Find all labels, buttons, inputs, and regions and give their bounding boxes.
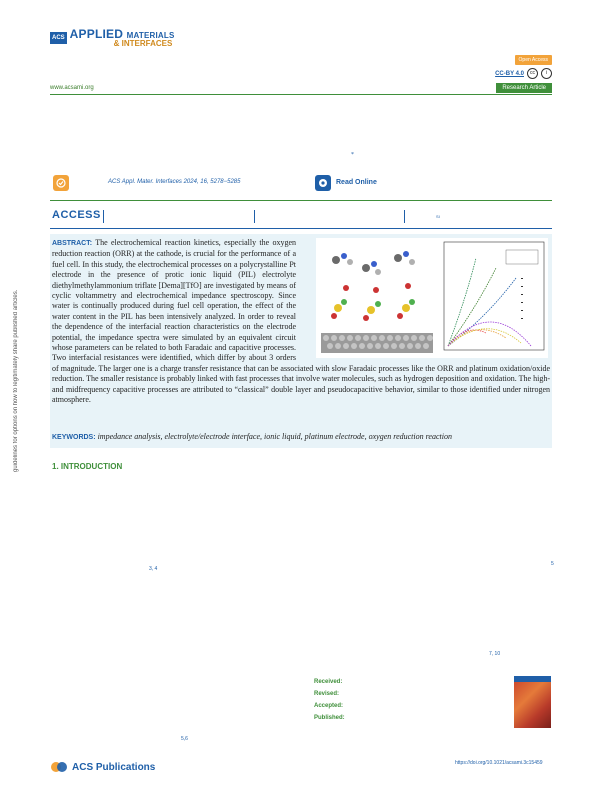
keywords-list: impedance analysis, electrolyte/electrode interface, ionic liquid, platinum electrode, oxygen reduction reaction — [97, 432, 452, 441]
keywords-label: KEYWORDS: — [52, 434, 96, 441]
reference-link[interactable]: 3, 4 — [149, 566, 158, 572]
impedance-plot — [444, 242, 544, 350]
acs-badge: ACS — [50, 32, 67, 44]
published-label: Published: — [314, 715, 345, 721]
citation-text: ACS Appl. Mater. Interfaces 2024, 16, 5278−5285 — [108, 179, 241, 185]
journal-name-line1b: MATERIALS — [126, 31, 175, 40]
publisher-name: ACS Publications — [72, 761, 156, 773]
supporting-info-icon[interactable]: SI — [436, 214, 440, 219]
header-divider — [50, 94, 552, 95]
abstract-label: ABSTRACT: — [52, 240, 93, 247]
reference-link[interactable]: 5,6 — [181, 736, 188, 742]
access-divider-1 — [103, 210, 104, 223]
article-dates — [314, 676, 345, 724]
journal-cover-thumbnail[interactable] — [514, 676, 551, 728]
open-access-badge[interactable]: Open Access — [515, 55, 552, 65]
access-label: ACCESS — [52, 209, 101, 221]
received-label: Received: — [314, 679, 343, 685]
publisher-logo[interactable] — [50, 760, 155, 774]
section-heading-introduction: 1. INTRODUCTION — [52, 462, 123, 471]
read-online-icon[interactable] — [315, 175, 331, 191]
article-type-badge: Research Article — [496, 83, 552, 93]
toc-graphic — [316, 238, 548, 358]
journal-name — [70, 28, 175, 48]
doi-link[interactable]: https://doi.org/10.1021/acsami.3c15459 — [455, 760, 543, 766]
keywords — [52, 432, 550, 441]
side-note: guidelines for options on how to legitimately share published articles. — [13, 289, 19, 472]
journal-url[interactable]: www.acsami.org — [50, 85, 94, 91]
reference-link[interactable]: 7, 10 — [489, 651, 501, 657]
reference-link[interactable]: 5 — [551, 561, 554, 567]
license[interactable] — [495, 68, 552, 79]
journal-logo[interactable] — [50, 28, 175, 48]
abstract-body: The electrochemical reaction kinetics, especially the oxygen reduction reaction (ORR) at the cathode, is crucial for the performance of a fuel cell. In this study, the electrochemical processes on a polycrystalline Pt electrode in the presence of protic ionic liquid (PIL) electrolyte diethylmethylammonium triflate [Dema][TfO] are investigated by means of cyclic voltammetry and electrochemical impedance spectroscopy. Since water is continually produced during fuel cell operation, the effect of the water content in the PIL has been intensively analyzed. In order to reveal the dependence of the interfacial reaction characteristics on the electrode potential, the impedance spectra were simulated by an equivalent circuit whose parameters can be related to both Faradaic and capacitive processes. Two interfacial resistances were identified, which differ by about 3 orders of magnitude. The larger one is a charge transfer resistance that can be associated with slow Faradaic processes like the ORR and platinum oxidation/oxide reduction. The smaller resistance is probably linked with fast processes that involve water molecules, such as hydrogen deposition and oxidation. The high- and midfrequency capacitive processes are attributed to “classical” double layer and pseudocapacitive behavior, similar to those identified under nitrogen atmosphere. — [52, 238, 550, 405]
access-divider-3 — [404, 210, 405, 223]
by-icon: i — [541, 68, 552, 79]
cite-this-icon[interactable] — [53, 175, 69, 191]
journal-name-line2: & INTERFACES — [113, 39, 173, 48]
access-rule — [50, 228, 552, 229]
read-online-link[interactable]: Read Online — [336, 179, 377, 186]
access-divider-2 — [254, 210, 255, 223]
acs-publications-icon — [50, 760, 68, 774]
revised-label: Revised: — [314, 691, 340, 697]
citation-divider — [50, 200, 552, 201]
corresponding-author-mark[interactable]: * — [351, 152, 354, 158]
accepted-label: Accepted: — [314, 703, 344, 709]
cc-icon: cc — [527, 68, 538, 79]
journal-name-line1: APPLIED — [69, 27, 124, 41]
license-link[interactable]: CC-BY 4.0 — [495, 70, 524, 77]
